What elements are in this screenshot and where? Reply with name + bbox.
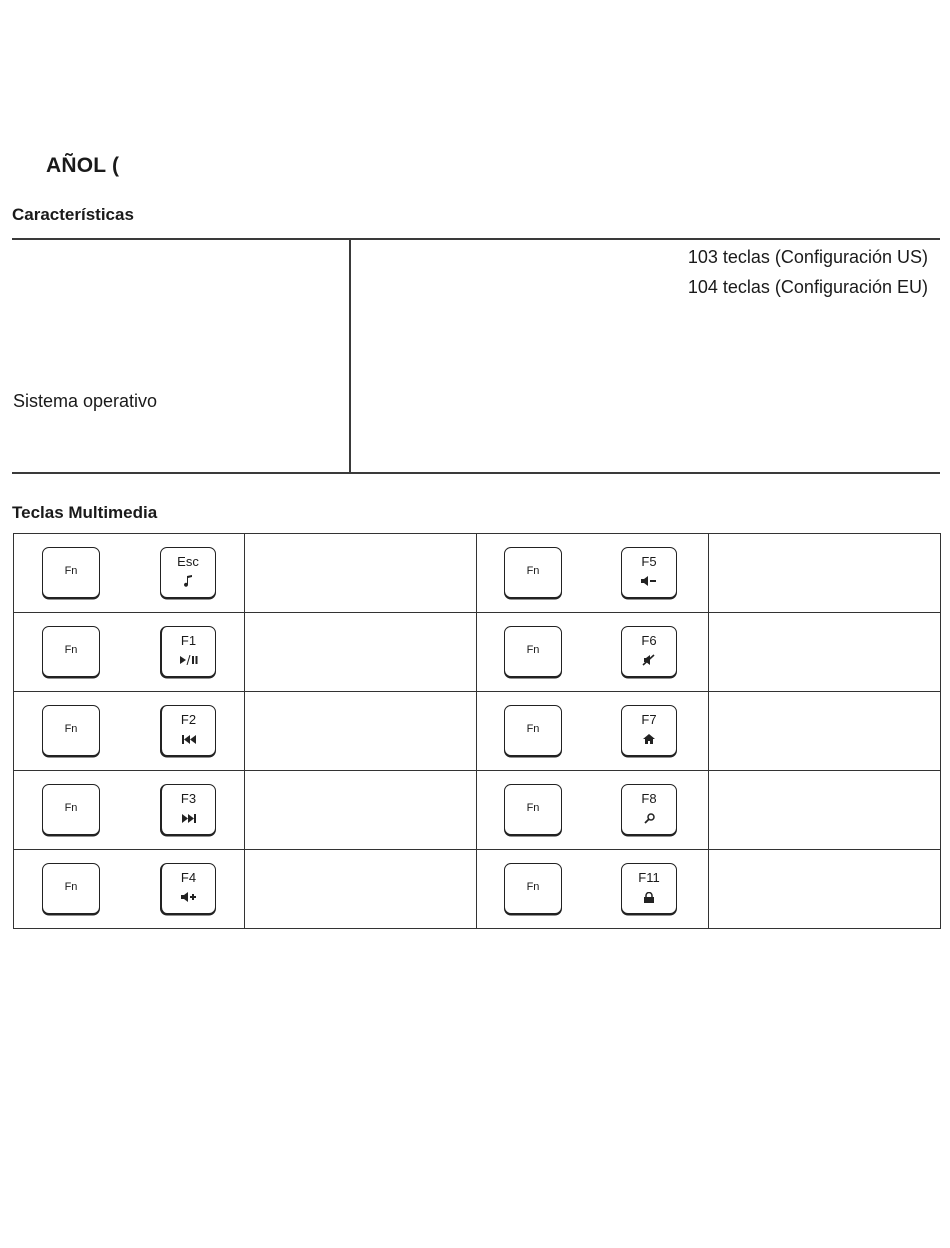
fn-key [42,626,100,677]
home-icon [622,732,676,746]
fn-key-label: Fn [64,802,78,814]
table-row [14,613,941,692]
description-cell [245,692,477,771]
fn-key-label: Fn [526,565,540,577]
fn-key [504,784,562,835]
key-combo-cell [14,692,245,771]
description-cell [245,850,477,929]
f6-key [621,626,677,677]
fn-key [42,705,100,756]
f8-key [621,784,677,835]
os-label: Sistema operativo [13,391,158,411]
key-label: F3 [180,791,197,806]
multimedia-table [13,533,941,929]
lock-icon [622,890,676,904]
key-combo-cell [477,613,709,692]
spec-value-eu: 104 teclas (Configuración EU) [687,277,928,297]
fn-key-label: Fn [64,644,78,656]
fn-key-label: Fn [526,723,540,735]
description-cell [245,613,477,692]
key-combo-cell [477,692,709,771]
key-combo-cell [14,850,245,929]
key-label: F2 [180,712,197,727]
fn-key [504,705,562,756]
description-cell [245,534,477,613]
fn-key-label: Fn [526,644,540,656]
fn-key [504,547,562,598]
key-label: F8 [641,791,657,806]
esc-key [160,547,216,598]
key-combo-cell [14,613,245,692]
description-cell [245,771,477,850]
spec-values [688,242,928,302]
search-icon [622,811,676,825]
f11-key [621,863,677,914]
description-cell [709,534,941,613]
f1-key [160,626,216,677]
mute-icon [622,653,676,667]
key-label: F6 [641,633,657,648]
features-title: Características [12,205,134,224]
spec-value-us: 103 teclas (Configuración US) [687,247,928,267]
key-combo-cell [477,771,709,850]
fn-key-label: Fn [526,881,540,893]
key-combo-cell [14,771,245,850]
table-divider [349,240,351,472]
table-row [14,850,941,929]
music-note-icon [161,574,215,588]
volume-down-icon [622,574,676,588]
table-row [14,534,941,613]
f2-key [160,705,216,756]
f7-key [621,705,677,756]
features-table [12,238,940,474]
key-label: Esc [177,554,199,569]
key-label: F4 [180,870,197,885]
volume-up-icon [162,890,215,904]
f3-key [160,784,216,835]
multimedia-title: Teclas Multimedia [12,503,158,522]
key-combo-cell [477,534,709,613]
description-cell [709,692,941,771]
key-label: F5 [641,554,657,569]
fn-key [42,863,100,914]
fn-key-label: Fn [526,802,540,814]
f4-key [160,863,216,914]
key-label: F11 [638,870,660,885]
fn-key [504,626,562,677]
f5-key [621,547,677,598]
play-pause-icon [162,653,215,667]
description-cell [709,850,941,929]
fn-key-label: Fn [64,723,78,735]
fn-key [504,863,562,914]
fn-key [42,784,100,835]
key-combo-cell [477,850,709,929]
key-label: F7 [641,712,657,727]
next-track-icon [162,811,215,825]
description-cell [709,771,941,850]
table-row [14,771,941,850]
key-label: F1 [180,633,197,648]
fn-key-label: Fn [64,565,78,577]
page-heading: AÑOL ( [46,154,120,177]
fn-key-label: Fn [64,881,78,893]
key-combo-cell [14,534,245,613]
fn-key [42,547,100,598]
table-row [14,692,941,771]
description-cell [709,613,941,692]
previous-track-icon [162,732,215,746]
